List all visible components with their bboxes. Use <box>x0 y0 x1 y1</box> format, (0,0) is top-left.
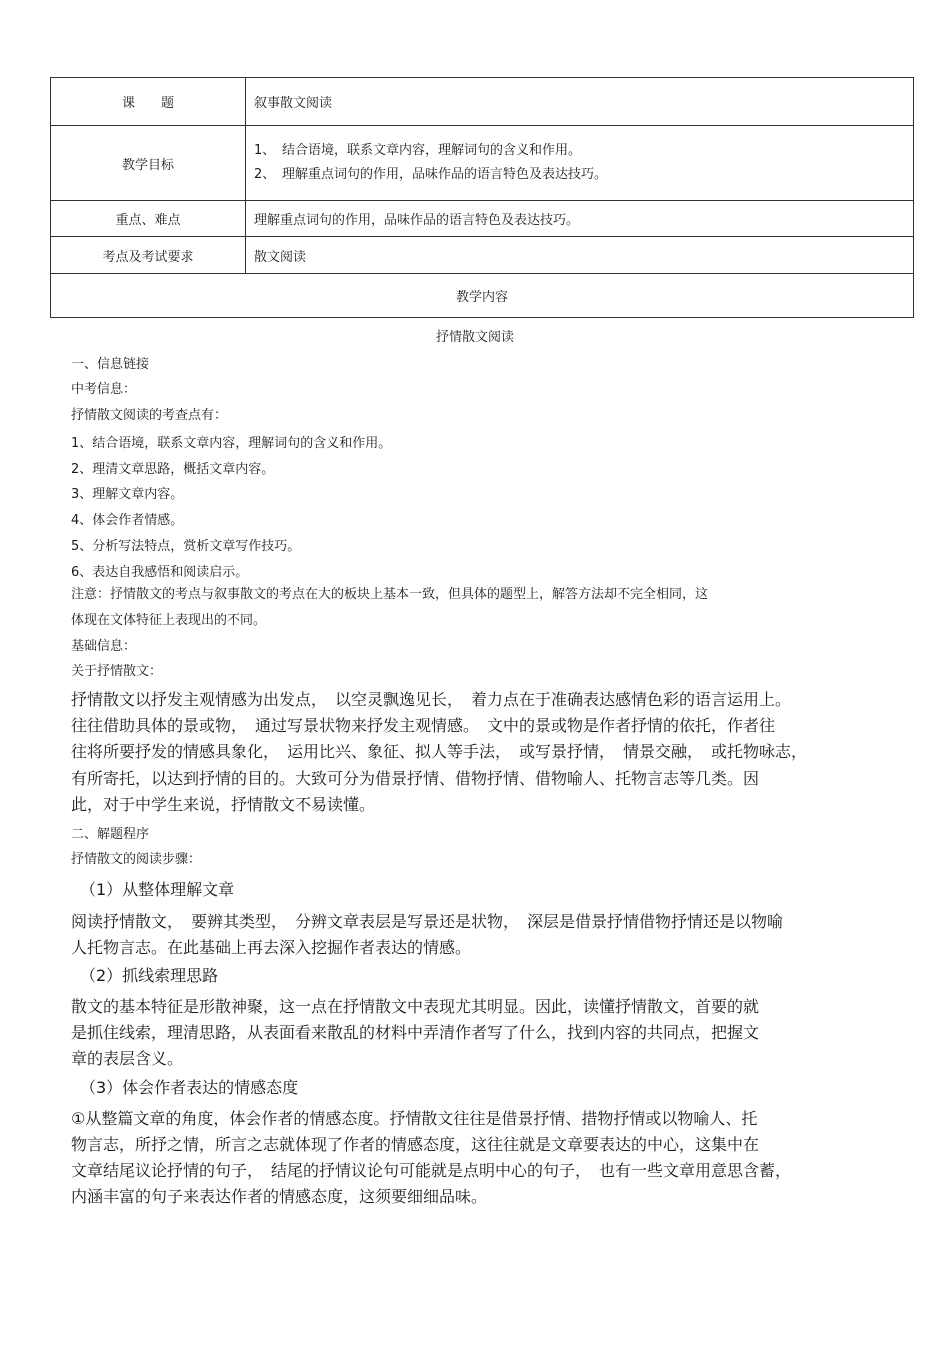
goals-label: 教学目标 <box>51 126 246 201</box>
content-header: 教学内容 <box>51 274 914 318</box>
step3-line: ①从整篇文章的角度，体会作者的情感态度。抒情散文往往是借景抒情、措物抒情或以物喻人、托 <box>71 1109 758 1128</box>
step1-title: （1）从整体理解文章 <box>80 880 235 899</box>
step3-title: （3）体会作者表达的情感态度 <box>80 1078 299 1097</box>
step3-line: 物言志，所抒之情，所言之志就体现了作者的情感态度，这往往就是文章要表达的中心，这集中在 <box>71 1135 760 1154</box>
about-line: 有所寄托，以达到抒情的目的。大致可分为借景抒情、借物抒情、借物喻人、托物言志等几类。因 <box>71 769 760 788</box>
step1-line: 阅读抒情散文， 要辨其类型， 分辨文章表层是写景还是状物， 深层是借景抒情借物抒情还是以物喻 <box>71 912 784 931</box>
about-heading: 关于抒情散文： <box>71 664 163 679</box>
step2-title: （2）抓线索理思路 <box>80 966 219 985</box>
step3-line: 内涵丰富的句子来表达作者的情感态度，这须要细细品味。 <box>71 1187 488 1206</box>
step1-line: 人托物言志。在此基础上再去深入挖掘作者表达的情感。 <box>71 938 472 957</box>
about-line: 往往借助具体的景或物， 通过写景状物来抒发主观情感。 文中的景或物是作者抒情的依托，作者往 <box>71 716 776 735</box>
step2-line: 章的表层含义。 <box>71 1049 184 1068</box>
table-row <box>51 201 914 237</box>
basic-info: 基础信息： <box>71 639 137 654</box>
point-item: 3、理解文章内容。 <box>71 487 184 502</box>
topic-label: 课 题 <box>51 78 246 126</box>
key-label: 重点、难点 <box>51 201 246 237</box>
note-line: 注意：抒情散文的考点与叙事散文的考点在大的板块上基本一致，但具体的题型上，解答方法却不完全相同，这 <box>71 587 709 602</box>
lesson-info-table <box>50 77 914 318</box>
steps-heading: 二、解题程序 <box>71 827 150 842</box>
point-item: 1、结合语境，联系文章内容，理解词句的含义和作用。 <box>71 436 392 451</box>
steps-intro: 抒情散文的阅读步骤： <box>71 852 202 867</box>
goal-item: 1、 结合语境，联系文章内容，理解词句的含义和作用。 <box>254 143 582 158</box>
section-title: 抒情散文阅读 <box>435 330 514 345</box>
step2-line: 散文的基本特征是形散神聚，这一点在抒情散文中表现尤其明显。因此，读懂抒情散文，首要的就 <box>71 997 760 1016</box>
step2-line: 是抓住线索，理清思路，从表面看来散乱的材料中弄清作者写了什么，找到内容的共同点，把握文 <box>71 1023 760 1042</box>
about-line: 往将所要抒发的情感具象化， 运用比兴、象征、拟人等手法， 或写景抒情， 情景交融， 或托物咏志， <box>71 742 808 761</box>
points-intro: 抒情散文阅读的考查点有： <box>71 408 228 423</box>
exam-label: 考点及考试要求 <box>51 237 246 274</box>
point-item: 6、表达自我感悟和阅读启示。 <box>71 565 249 580</box>
table-row <box>51 274 914 318</box>
point-item: 5、分析写法特点，赏析文章写作技巧。 <box>71 539 301 554</box>
step3-line: 文章结尾议论抒情的句子， 结尾的抒情议论句可能就是点明中心的句子， 也有一些文章用意思含蓄， <box>71 1161 792 1180</box>
note-line: 体现在文体特征上表现出的不同。 <box>71 613 267 628</box>
goals-cell <box>246 126 914 201</box>
table-row <box>51 237 914 274</box>
exam-info: 中考信息： <box>71 382 137 397</box>
topic-value: 叙事散文阅读 <box>246 78 914 126</box>
about-line: 此，对于中学生来说，抒情散文不易读懂。 <box>71 795 376 814</box>
table-row <box>51 126 914 201</box>
exam-value: 散文阅读 <box>246 237 914 274</box>
point-item: 2、理清文章思路，概括文章内容。 <box>71 462 275 477</box>
about-line: 抒情散文以抒发主观情感为出发点， 以空灵飘逸见长， 着力点在于准确表达感情色彩的语言运用上。 <box>71 690 792 709</box>
key-value: 理解重点词句的作用，品味作品的语言特色及表达技巧。 <box>246 201 914 237</box>
table-row <box>51 78 914 126</box>
info-heading: 一、信息链接 <box>71 357 150 372</box>
point-item: 4、体会作者情感。 <box>71 513 184 528</box>
goal-item: 2、 理解重点词句的作用，品味作品的语言特色及表达技巧。 <box>254 167 608 182</box>
